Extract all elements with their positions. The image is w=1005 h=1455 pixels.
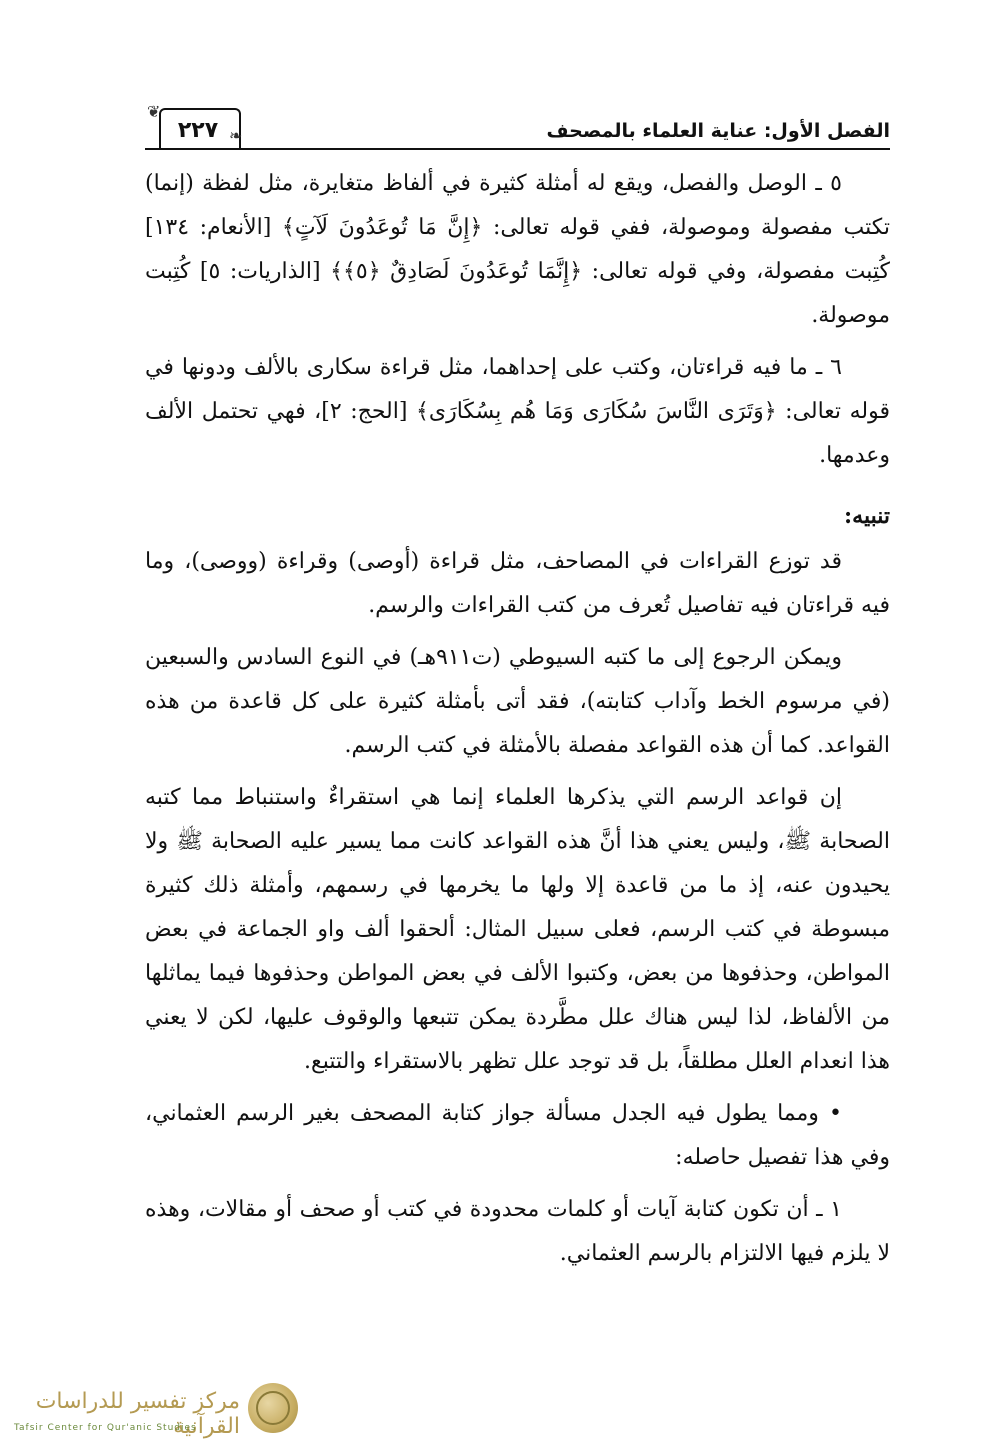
paragraph-item-6: ٦ ـ ما فيه قراءتان، وكتب على إحداهما، مثل قراءة سكارى بالألف ودونها في قوله تعالى: ﴿وَتَرَى النَّاسَ سُكَارَى وَمَا هُم بِسُكَارَى﴾ [الحج: ٢]، فهي تحتمل الألف وعدمها.: [145, 355, 890, 468]
note-paragraph: ويمكن الرجوع إلى ما كتبه السيوطي (ت٩١١هـ) في النوع السادس والسبعين (في مرسوم الخط وآداب كتابته)، فقد أتى بأمثلة كثيرة على كل قاعدة من هذه القواعد. كما أن هذه القواعد مفصلة بالأمثلة في كتب الرسم.: [145, 645, 890, 758]
footer-logo: [0, 1375, 300, 1445]
ornament-icon: ❧: [229, 126, 243, 145]
paragraph-item-5: ٥ ـ الوصل والفصل، ويقع له أمثلة كثيرة في ألفاظ متغايرة، مثل لفظة (إنما) تكتب مفصولة وموصولة، ففي قوله تعالى: ﴿إِنَّ مَا تُوعَدُونَ لَآتٍ﴾ [الأنعام: ١٣٤] كُتِبت مفصولة، وفي قوله تعالى: ﴿إِنَّمَا تُوعَدُونَ لَصَادِقٌ ﴿٥﴾﴾ [الذاريات: ٥] كُتِبت موصولة.: [145, 171, 890, 328]
logo-english-text: Tafsir Center for Qur'anic Studies: [14, 1423, 197, 1433]
book-page: [145, 98, 890, 1284]
chapter-title: الفصل الأول: عناية العلماء بالمصحف: [546, 120, 890, 142]
note-heading: تنبيه:: [844, 503, 890, 529]
page-body: [145, 162, 890, 1276]
page-number: ٢٢٧: [177, 118, 219, 143]
logo-arabic-text: مركز تفسير للدراسات القرآنية: [35, 1389, 240, 1439]
note-paragraph: قد توزع القراءات في المصاحف، مثل قراءة (أوصى) وقراءة (ووصى)، وما فيه قراءتان فيه تفاصيل تُعرف من كتب القراءات والرسم.: [145, 549, 890, 618]
page-number-box: [145, 102, 245, 148]
ornament-icon: ❦: [147, 102, 161, 121]
numbered-paragraph: ١ ـ أن تكون كتابة آيات أو كلمات محدودة في كتب أو صحف أو مقالات، وهذه لا يلزم فيها الالتزام بالرسم العثماني.: [145, 1197, 890, 1266]
globe-emblem-icon: [248, 1383, 298, 1433]
note-paragraph: إن قواعد الرسم التي يذكرها العلماء إنما هي استقراءٌ واستنباط مما كتبه الصحابة ﷺ، وليس يعني هذا أنَّ هذه القواعد كانت مما يسير عليه الصحابة ﷺ ولا يحيدون عنه، إذ ما من قاعدة إلا ولها ما يخرمها في رسمهم، وأمثلة ذلك كثيرة مبسوطة في كتب الرسم، فعلى سبيل المثال: ألحقوا ألف واو الجماعة في بعض المواطن، وحذفوها من بعض، وكتبوا الألف في بعض المواطن وحذفوها فيما يماثلها من الألفاظ، لذا ليس هناك علل مطَّردة يمكن تتبعها والوقوف عليها، لكن لا يعني هذا انعدام العلل مطلقاً، بل قد توجد علل تظهر بالاستقراء والتتبع.: [145, 785, 890, 1074]
bullet-paragraph: • ومما يطول فيه الجدل مسألة جواز كتابة المصحف بغير الرسم العثماني، وفي هذا تفصيل حاصله:: [145, 1101, 890, 1170]
running-header: [145, 98, 890, 150]
